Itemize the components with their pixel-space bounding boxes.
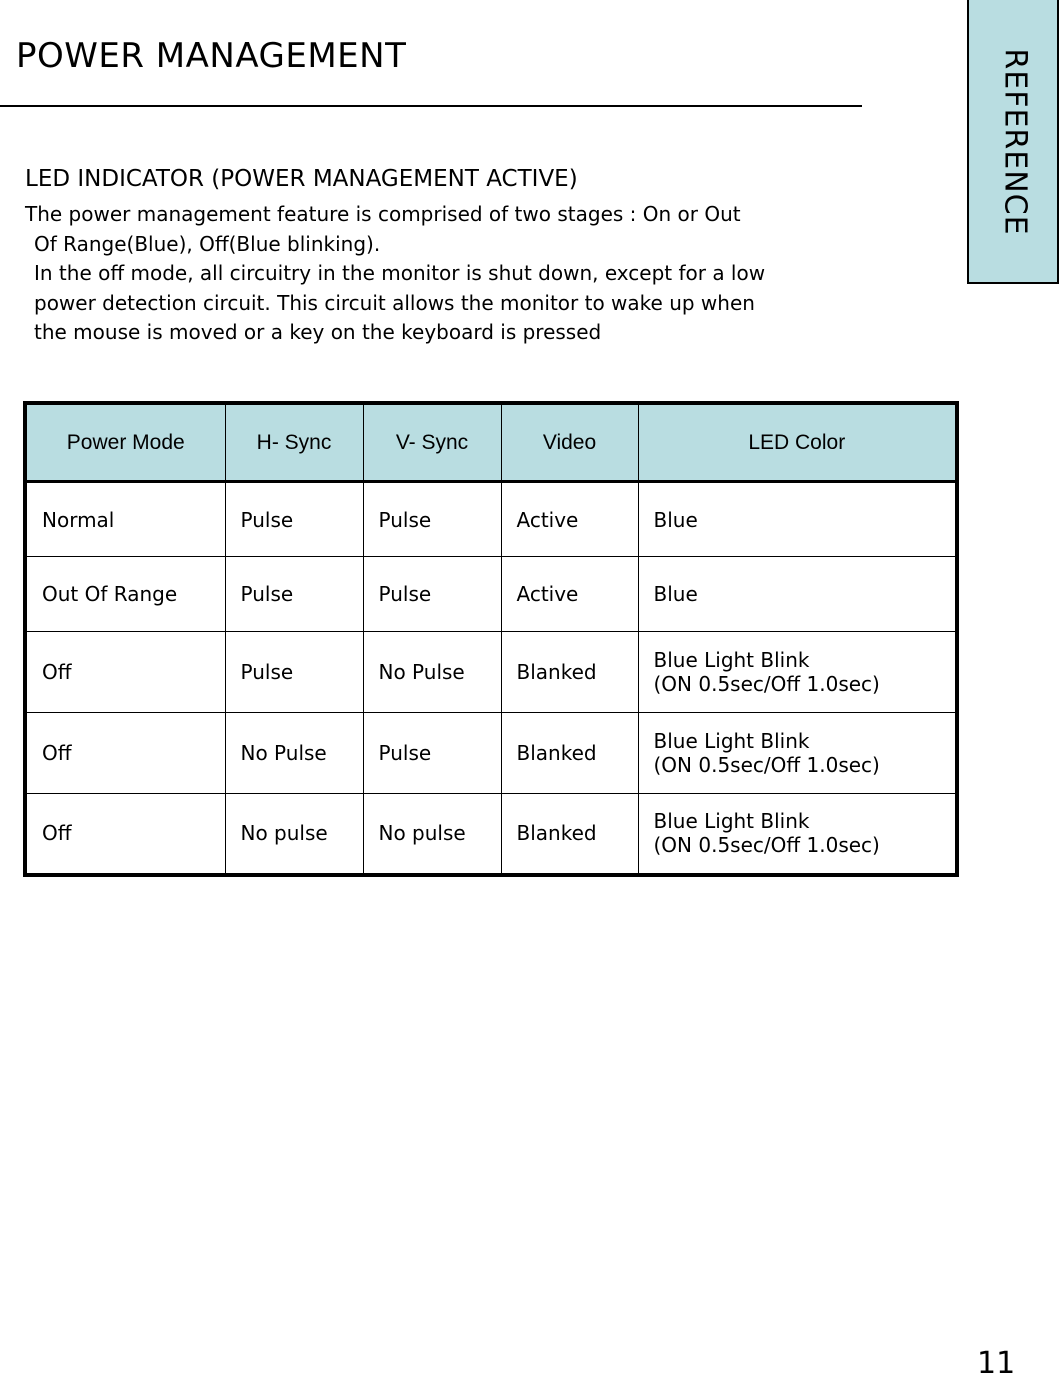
header-video: Video (501, 403, 638, 482)
cell-video: Active (501, 482, 638, 557)
table-row (25, 794, 957, 875)
cell-h-sync: Pulse (225, 557, 363, 632)
description-paragraph (25, 200, 915, 348)
cell-led-color (638, 713, 957, 794)
cell-v-sync: Pulse (363, 482, 501, 557)
table-row (25, 557, 957, 632)
cell-power-mode: Out Of Range (25, 557, 225, 632)
cell-h-sync: No Pulse (225, 713, 363, 794)
paragraph-line: power detection circuit. This circuit allows the monitor to wake up when (34, 290, 755, 315)
cell-v-sync: No Pulse (363, 632, 501, 713)
led-color-text: Blue (653, 507, 698, 532)
cell-v-sync: Pulse (363, 557, 501, 632)
header-h-sync: H- Sync (225, 403, 363, 482)
table-row (25, 713, 957, 794)
paragraph-line: In the off mode, all circuitry in the monitor is shut down, except for a low (34, 261, 766, 285)
led-blink-timing: (ON 0.5sec/Off 1.0sec) (653, 672, 880, 696)
table-row (25, 632, 957, 713)
cell-power-mode: Off (25, 632, 225, 713)
header-led-color: LED Color (638, 403, 957, 482)
side-tab-label: REFERENCE (997, 48, 1033, 236)
header-v-sync: V- Sync (363, 403, 501, 482)
led-color-text: Blue Light Blink (653, 809, 810, 834)
cell-video: Active (501, 557, 638, 632)
cell-power-mode: Normal (25, 482, 225, 557)
cell-led-color (638, 794, 957, 875)
cell-v-sync: No pulse (363, 794, 501, 875)
cell-video: Blanked (501, 794, 638, 875)
led-color-text: Blue Light Blink (653, 648, 810, 672)
section-heading: LED INDICATOR (POWER MANAGEMENT ACTIVE) (25, 166, 578, 192)
cell-video: Blanked (501, 713, 638, 794)
page-number: 11 (977, 1346, 1016, 1381)
cell-power-mode: Off (25, 794, 225, 875)
page-title: POWER MANAGEMENT (16, 36, 407, 76)
cell-power-mode: Off (25, 713, 225, 794)
paragraph-line: The power management feature is comprised of two stages : On or Out (25, 202, 741, 226)
cell-led-color (638, 557, 957, 632)
table-header-row (25, 403, 957, 482)
reference-side-tab (967, 0, 1059, 284)
cell-video: Blanked (501, 632, 638, 713)
led-blink-timing: (ON 0.5sec/Off 1.0sec) (653, 753, 880, 777)
table-row (25, 482, 957, 557)
power-mode-table (23, 401, 959, 877)
header-power-mode: Power Mode (25, 403, 225, 482)
led-color-text: Blue Light Blink (653, 729, 810, 753)
cell-h-sync: Pulse (225, 632, 363, 713)
cell-v-sync: Pulse (363, 713, 501, 794)
cell-led-color (638, 632, 957, 713)
paragraph-line: the mouse is moved or a key on the keyboard is pressed (34, 320, 602, 344)
cell-led-color (638, 482, 957, 557)
paragraph-line: Of Range(Blue), Off(Blue blinking). (34, 231, 381, 256)
title-divider (0, 105, 862, 107)
cell-h-sync: Pulse (225, 482, 363, 557)
led-blink-timing: (ON 0.5sec/Off 1.0sec) (653, 833, 880, 858)
led-color-text: Blue (653, 582, 698, 606)
cell-h-sync: No pulse (225, 794, 363, 875)
